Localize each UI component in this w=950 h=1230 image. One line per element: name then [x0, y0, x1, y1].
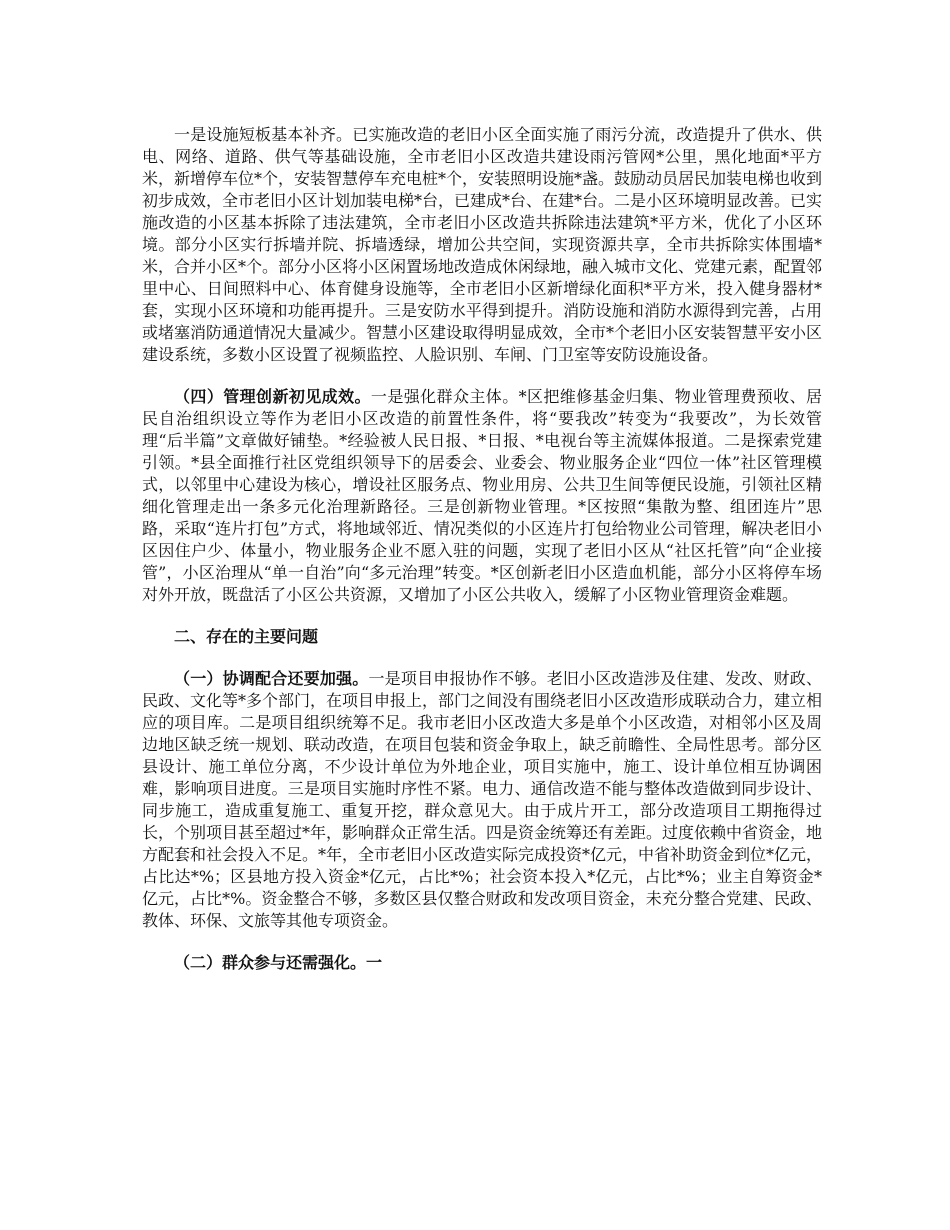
paragraph-management-innovation [142, 386, 822, 606]
paragraph-coordination [142, 668, 822, 932]
paragraph-public-participation [142, 952, 822, 974]
paragraph-body-public-participation: 一 [366, 953, 383, 972]
section-heading-main-problems: 二、存在的主要问题 [174, 627, 319, 646]
document-page [142, 124, 822, 974]
section-lead-coordination: （一）协调配合还要加强。 [174, 669, 369, 688]
paragraph-facility-improvements: 一是设施短板基本补齐。已实施改造的老旧小区全面实施了雨污分流，改造提升了供水、供电、网络、道路、供气等基础设施，全市老旧小区改造共建设雨污管网*公里，黑化地面*平方米，新增停车位*个，安装智慧停车充电桩*个，安装照明设施*盏。鼓励动员居民加装电梯也收到初步成效，全市老旧小区计划加装电梯*台，已建成*台、在建*台。二是小区环境明显改善。已实施改造的小区基本拆除了违法建筑，全市老旧小区改造共拆除违法建筑*平方米，优化了小区环境。部分小区实行拆墙并院、拆墙透绿，增加公共空间，实现资源共享，全市共拆除实体围墙*米，合并小区*个。部分小区将小区闲置场地改造成休闲绿地，融入城市文化、党建元素，配置邻里中心、日间照料中心、体育健身设施等，全市老旧小区新增绿化面积*平方米，投入健身器材*套，实现小区环境和功能再提升。三是安防水平得到提升。消防设施和消防水源得到完善，占用或堵塞消防通道情况大量减少。智慧小区建设取得明显成效，全市*个老旧小区安装智慧平安小区建设系统，多数小区设置了视频监控、人脸识别、车闸、门卫室等安防设施设备。 [142, 125, 823, 364]
section-lead-management-innovation: （四）管理创新初见成效。 [174, 387, 371, 406]
section-lead-public-participation: （二）群众参与还需强化。 [174, 953, 367, 972]
paragraph-body-coordination: 一是项目申报协作不够。老旧小区改造涉及住建、发改、财政、民政、文化等*多个部门，在项目申报上，部门之间没有围绕老旧小区改造形成联动合力，建立相应的项目库。二是项目组织统筹不足。我市老旧小区改造大多是单个小区改造，对相邻小区及周边地区缺乏统一规划、联动改造，在项目包装和资金争取上，缺乏前瞻性、全局性思考。部分区县设计、施工单位分离，不少设计单位为外地企业，项目实施中，施工、设计单位相互协调困难，影响项目进度。三是项目实施时序性不紧。电力、通信改造不能与整体改造做到同步设计、同步施工，造成重复施工、重复开挖，群众意见大。由于成片开工，部分改造项目工期拖得过长，个别项目甚至超过*年，影响群众正常生活。四是资金统筹还有差距。过度依赖中省资金，地方配套和社会投入不足。*年，全市老旧小区改造实际完成投资*亿元，中省补助资金到位*亿元，占比达*%；区县地方投入资金*亿元，占比*%；社会资本投入*亿元，占比*%；业主自筹资金*亿元，占比*%。资金整合不够，多数区县仅整合财政和发改项目资金，未充分整合党建、民政、教体、环保、文旅等其他专项资金。 [142, 669, 823, 930]
paragraph-body-management-innovation: 一是强化群众主体。*区把维修基金归集、物业管理费预收、居民自治组织设立等作为老旧小区改造的前置性条件，将“要我改”转变为“我要改”，为长效管理“后半篇”文章做好铺垫。*经验被人民日报、*日报、*电视台等主流媒体报道。二是探索党建引领。*县全面推行社区党组织领导下的居委会、业委会、物业服务企业“四位一体”社区管理模式，以邻里中心建设为核心，增设社区服务点、物业用房、公共卫生间等便民设施，引领社区精细化管理走出一条多元化治理新路径。三是创新物业管理。*区按照“集散为整、组团连片”思路，采取“连片打包”方式，将地域邻近、情况类似的小区连片打包给物业公司管理，解决老旧小区因住户少、体量小，物业服务企业不愿入驻的问题，实现了老旧小区从“社区托管”向“企业接管”，小区治理从“单一自治”向“多元治理”转变。*区创新老旧小区造血机能，部分小区将停车场对外开放，既盘活了小区公共资源，又增加了小区公共收入，缓解了小区物业管理资金难题。 [142, 387, 822, 604]
